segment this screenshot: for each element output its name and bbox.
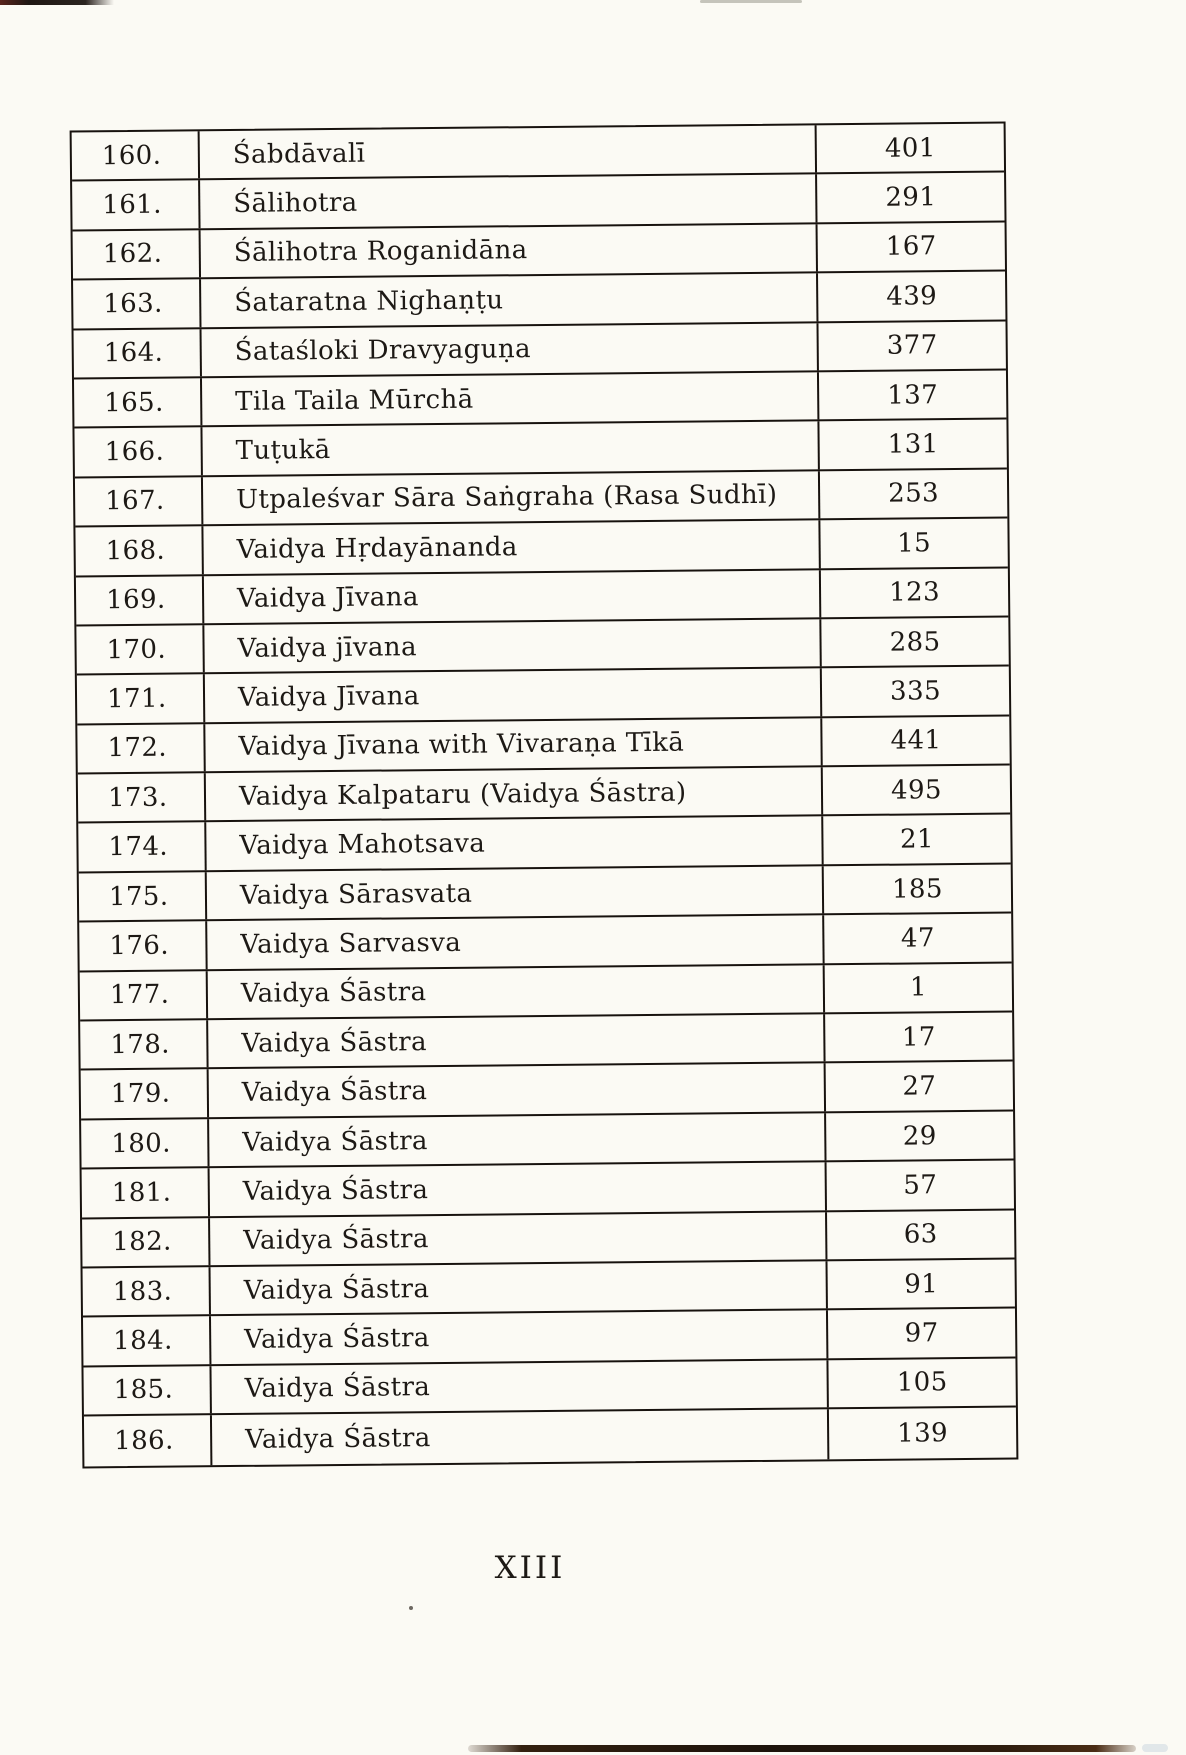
entry-page: 401 bbox=[884, 132, 936, 164]
entry-page: 495 bbox=[890, 774, 943, 806]
entry-number: 176. bbox=[79, 921, 207, 970]
entry-title: Tuṭukā bbox=[202, 422, 819, 475]
entry-number: 163. bbox=[73, 279, 201, 328]
entry-page: 131 bbox=[887, 429, 939, 460]
entry-title: Vaidya Śāstra bbox=[211, 1311, 828, 1364]
entry-number: 166. bbox=[74, 428, 202, 477]
entry-title: Śālihotra bbox=[200, 175, 817, 228]
table-row bbox=[82, 1210, 1014, 1268]
entry-title: Vaidya Śāstra bbox=[212, 1409, 829, 1464]
entry-title: Vaidya Hṛdayānanda bbox=[203, 520, 820, 573]
entry-page: 123 bbox=[889, 577, 941, 608]
entry-number: 168. bbox=[75, 526, 203, 575]
entry-page: 47 bbox=[900, 923, 935, 954]
entry-page: 185 bbox=[891, 873, 943, 905]
entry-title: Vaidya Śāstra bbox=[210, 1163, 827, 1216]
table-row bbox=[84, 1408, 1016, 1466]
entry-title: Utpaleśvar Sāra Saṅgraha (Rasa Sudhī) bbox=[203, 471, 820, 524]
entry-page: 27 bbox=[902, 1071, 937, 1102]
entry-number: 173. bbox=[78, 773, 206, 822]
entry-title: Vaidya Sārasvata bbox=[207, 866, 824, 919]
entry-page: 139 bbox=[897, 1417, 949, 1449]
entry-title: Vaidya Śāstra bbox=[211, 1360, 828, 1413]
scan-artifact-bottom-smudge bbox=[1142, 1744, 1168, 1752]
entry-title: Vaidya Jīvana with Vivaraṇa Tīkā bbox=[205, 718, 822, 771]
entry-title: Vaidya Mahotsava bbox=[206, 817, 823, 870]
table-row bbox=[83, 1309, 1015, 1367]
scan-speck bbox=[409, 1606, 413, 1610]
entry-number: 186. bbox=[84, 1415, 212, 1466]
entry-page: 291 bbox=[885, 182, 937, 213]
entry-page: 285 bbox=[889, 626, 941, 658]
entry-number: 160. bbox=[72, 131, 200, 180]
table-row bbox=[81, 1111, 1013, 1169]
entry-number: 165. bbox=[74, 378, 202, 427]
table-row bbox=[76, 617, 1008, 675]
entry-page: 377 bbox=[886, 330, 938, 361]
entry-number: 183. bbox=[83, 1267, 211, 1316]
entry-number: 174. bbox=[78, 823, 206, 872]
entry-title: Tila Taila Mūrchā bbox=[202, 372, 819, 425]
entry-number: 184. bbox=[83, 1317, 211, 1366]
entry-page: 29 bbox=[902, 1120, 937, 1152]
entry-title: Vaidya Jīvana bbox=[204, 570, 821, 623]
entry-page: 167 bbox=[885, 231, 937, 263]
entry-page: 91 bbox=[904, 1268, 939, 1300]
entry-title: Vaidya jīvana bbox=[204, 619, 821, 672]
table-row bbox=[73, 272, 1005, 330]
entry-number: 177. bbox=[80, 971, 208, 1020]
table-row bbox=[81, 1062, 1013, 1120]
scan-artifact-top-middle bbox=[700, 0, 802, 3]
table-row bbox=[79, 914, 1011, 972]
page-number-footer: XIII bbox=[494, 1550, 566, 1586]
entry-title: Śālihotra Roganidāna bbox=[201, 224, 818, 277]
entry-page: 21 bbox=[899, 824, 935, 855]
entry-page: 17 bbox=[901, 1021, 936, 1053]
entry-page: 253 bbox=[888, 478, 940, 510]
scan-artifact-top-left bbox=[0, 0, 114, 5]
table-row bbox=[80, 1013, 1012, 1071]
entry-number: 179. bbox=[81, 1070, 209, 1119]
table-row bbox=[77, 716, 1009, 774]
table-row bbox=[72, 124, 1004, 182]
entry-title: Vaidya Śāstra bbox=[208, 1014, 825, 1067]
entry-number: 185. bbox=[83, 1366, 211, 1415]
table-row bbox=[76, 568, 1008, 626]
table-row bbox=[79, 864, 1011, 922]
table-row bbox=[72, 173, 1004, 231]
entry-title: Śataśloki Dravyaguṇa bbox=[202, 323, 819, 376]
table-row bbox=[83, 1358, 1015, 1416]
entry-page: 15 bbox=[897, 528, 932, 559]
entry-page: 441 bbox=[890, 725, 942, 757]
entry-page: 63 bbox=[903, 1219, 938, 1250]
entry-page: 105 bbox=[896, 1367, 948, 1399]
entry-number: 178. bbox=[80, 1020, 208, 1069]
entry-number: 180. bbox=[81, 1119, 209, 1168]
entry-page: 439 bbox=[886, 281, 938, 312]
entry-number: 175. bbox=[79, 872, 207, 921]
entry-number: 169. bbox=[76, 576, 204, 625]
entry-title: Śabdāvalī bbox=[200, 125, 817, 178]
scan-artifact-bottom bbox=[468, 1745, 1136, 1752]
table-row bbox=[80, 963, 1012, 1021]
entry-number: 172. bbox=[77, 724, 205, 773]
entry-page: 97 bbox=[904, 1318, 939, 1349]
table-row bbox=[75, 519, 1007, 577]
entry-number: 161. bbox=[72, 181, 200, 230]
table-row bbox=[74, 420, 1006, 478]
entry-number: 162. bbox=[73, 230, 201, 279]
table-row bbox=[82, 1161, 1014, 1219]
entry-number: 170. bbox=[76, 625, 204, 674]
entry-page: 137 bbox=[887, 379, 939, 411]
entry-title: Vaidya Śāstra bbox=[209, 1113, 826, 1166]
table-row bbox=[83, 1259, 1015, 1317]
entry-number: 182. bbox=[82, 1218, 210, 1267]
entry-title: Vaidya Sarvasva bbox=[207, 916, 824, 969]
entry-title: Vaidya Kalpataru (Vaidya Śāstra) bbox=[206, 767, 823, 820]
table-row bbox=[74, 321, 1006, 379]
entry-title: Vaidya Śāstra bbox=[208, 965, 825, 1018]
entry-title: Vaidya Śāstra bbox=[209, 1064, 826, 1117]
entry-title: Vaidya Śāstra bbox=[211, 1261, 828, 1314]
entry-number: 171. bbox=[77, 675, 205, 724]
table-row bbox=[74, 370, 1006, 428]
table-row bbox=[78, 766, 1010, 824]
entry-page: 335 bbox=[889, 676, 942, 707]
entry-title: Vaidya Śāstra bbox=[210, 1212, 827, 1265]
table-row bbox=[78, 815, 1010, 873]
entry-page: 1 bbox=[909, 972, 927, 1003]
index-table bbox=[70, 122, 1019, 1468]
table-row bbox=[75, 469, 1007, 527]
entry-title: Vaidya Jīvana bbox=[205, 669, 822, 722]
entry-title: Śataratna Nighaṇṭu bbox=[201, 274, 818, 327]
entry-number: 164. bbox=[74, 329, 202, 378]
table-row bbox=[77, 667, 1009, 725]
entry-page: 57 bbox=[903, 1170, 938, 1201]
entry-number: 167. bbox=[75, 477, 203, 526]
table-row bbox=[73, 222, 1005, 280]
entry-number: 181. bbox=[82, 1168, 210, 1217]
